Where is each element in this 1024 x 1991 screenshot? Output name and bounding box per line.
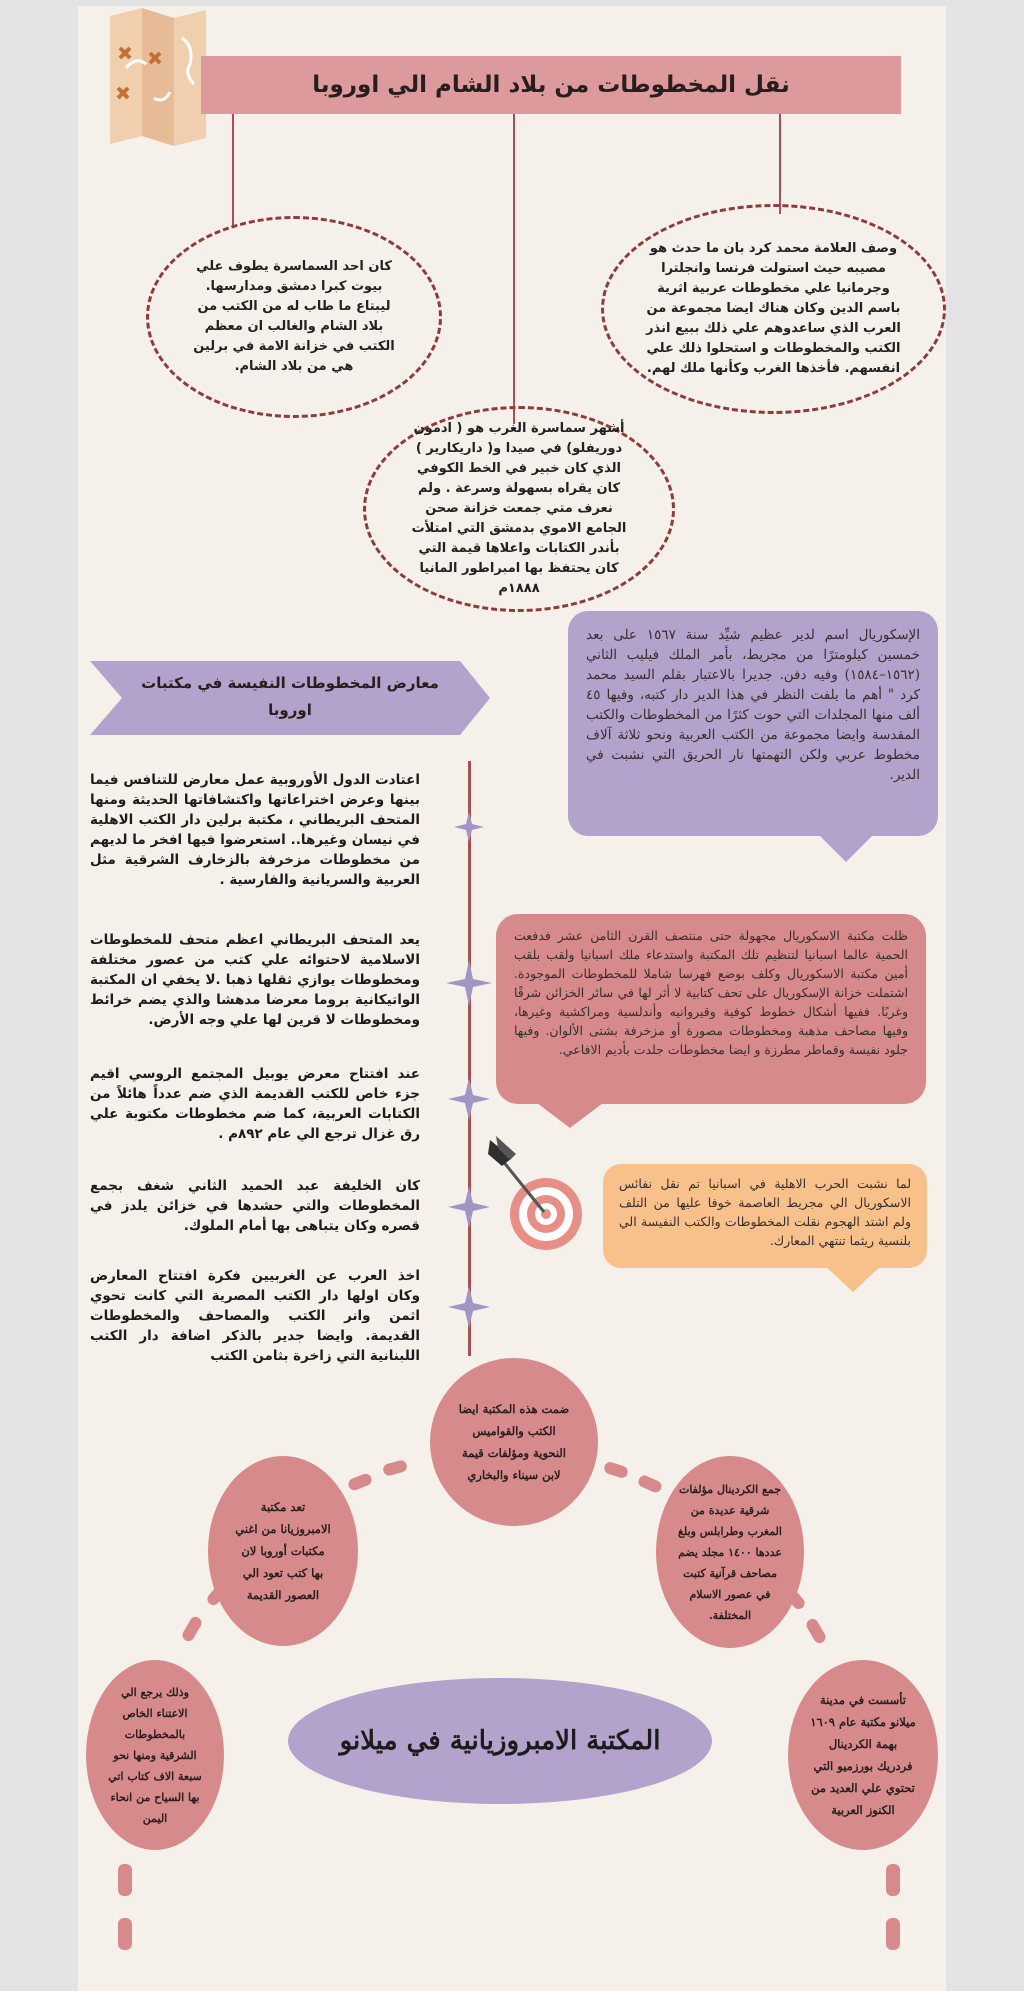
timeline-star-3 <box>448 1078 490 1120</box>
escorial-bubble-tail <box>816 832 876 864</box>
arc-dash <box>804 1617 827 1646</box>
page-title: نقل المخطوطات من بلاد الشام الي اوروبا <box>201 56 901 114</box>
escorial-library-bubble: ظلت مكتبة الاسكوريال مجهولة حتى منتصف القرن الثامن عشر فدفعت الحمية عالما اسبانيا لتنظيم تلك المكتبة واستدعاء ملك اسبانيا ولقب بلقب أمين مكتبة الاسكوريال وكلف بوضع فهرسا شاملا للمخطوطات الموجودة. اشتملت خزانة الإسكوريال على تحف كتابية لا أثر لها في سائر الخزائن شرقًا وغربًا. ففيها أشكال خطوط كوفية وقيروانيه وأندلسية ومراكشية وغيرها، وفيها مصاحف مذهبة ومخطوطات مصورة أو مزخرفة بشتى الألوان. وفيها جلود نفيسة وقماطر مطرزة و ايضا مخطوطات جلدت بأديم الافاعي. <box>496 914 926 1104</box>
escorial-library-bubble-tail <box>533 1100 607 1130</box>
timeline-entry-4: كان الخليفة عبد الحميد الثاني شغف بجمع المخطوطات والتي حشدها في خزائن يلدز في قصره وكان يتباهى بها أمام الملوك. <box>90 1178 420 1234</box>
circle-top-note: ضمت هذه المكتبة ايضا الكتب والقواميس النحوية ومؤلفات قيمة لابن سيناء والبخاري <box>430 1358 598 1526</box>
circle-lower-left-note: وذلك يرجع الي الاعتناء الخاص بالمخطوطات الشرقية ومنها نحو سبعة الاف كتاب اتي بها السياح من انحاء اليمن <box>86 1660 224 1850</box>
connector-line-left <box>232 114 234 226</box>
arc-dash <box>886 1918 900 1950</box>
circle-upper-right-note: جمع الكردينال مؤلفات شرقية عديدة من المغرب وطرابلس وبلغ عددها ١٤٠٠ مجلد يضم مصاحف قرآنية كتبت في عصور الاسلام المختلفة. <box>656 1456 804 1648</box>
arc-dash <box>886 1864 900 1896</box>
arc-dash <box>603 1461 630 1480</box>
oval-center-note: أشهر سماسرة الغرب هو ( ادمون دوريفلو) في صيدا و( داريكارير ) الذي كان خبير في الخط الكوفي كان يقراه بسهولة وسرعة . ولم نعرف متي جمعت خزانة صحن الجامع الاموي بدمشق التي امتلأت بأندر الكتابات واعلاها قيمة التي كان يحتفظ بها امبراطور المانيا ١٨٨٨م <box>363 406 675 612</box>
arc-dash <box>180 1615 203 1644</box>
circle-upper-left-note: تعد مكتبة الامبروزيانا من اغني مكتبات أوروبا لان بها كتب تعود الي العصور القديمة <box>208 1456 358 1646</box>
timeline-entry-3: عند افتتاح معرض يوبيل المجتمع الروسي اقيم جزء خاص للكتب القديمة الذي ضم عدداً هائلاً من الكتابات العربية، كما ضم مخطوطات مكتوبة علي رق غزال ترجع الي عام ٨٩٢م . <box>90 1066 420 1142</box>
target-arrow-icon <box>486 1132 586 1258</box>
arc-dash <box>382 1459 408 1477</box>
timeline-entry-5: اخذ العرب عن الغربيين فكرة افتتاح المعارض وكان اولها دار الكتب المصرية التي كانت تحوي اثمن وانر الكتب والمصاحف والمخطوطات القديمة. وايضا جدير بالذكر اضافة دار الكتب اللبنانية التي زاخرة بثامن الكتب <box>90 1268 420 1364</box>
infographic-page <box>78 6 946 1991</box>
treasure-map-icon <box>106 8 210 148</box>
timeline-entry-2: يعد المتحف البريطاني اعظم متحف للمخطوطات الاسلامية لاحتوائه علي كتب من عصور مختلفة ومخطوطات يوازي ثقلها ذهبا .لا يخفي ان المكتبة الواتيكانية بروما معرضا مدهشا والذي يضم خرائط ومخطوطات لا قرين لها علي وجه الأرض. <box>90 932 420 1028</box>
section-banner-title: معارض المخطوطات النفيسة في مكتبات اوروبا <box>141 674 439 719</box>
arc-dash <box>347 1472 374 1492</box>
circle-lower-right-note: تأسست في مدينة ميلانو مكتبة عام ١٦٠٩ بهمة الكردينال فردريك بورزميو التي تحتوي علي العديد من الكنوز العربية <box>788 1660 938 1850</box>
oval-left-note: كان احد السماسرة يطوف علي بيوت كبرا دمشق ومدارسها. ليبتاع ما طاب له من الكتب من بلاد الشام والغالب ان معظم الكتب في خزانة الامة في برلين هي من بلاد الشام. <box>146 216 442 418</box>
escorial-speech-bubble: الإسكوريال اسم لدير عظيم شيِّد سنة ١٥٦٧ على بعد خمسين كيلومترًا من مجريط، بأمر الملك فيليب الثاني (١٥٦٢–١٥٨٤) وفيه دفن. جديرا بالاعتبار بقلم السيد محمد كرد " أهم ما يلفت النظر في هذا الدير دار كتبه، وفيها ٤٥ ألف منها المجلدات التي حوت كثرًا من المخطوطات والكتب المقدسة وايضا مجموعة من الكتب العربية ونحو ثلاثة آلاف مخطوط عربي ولكن التهمتها نار الحريق التي نشبت في الدير. <box>568 611 938 836</box>
timeline-entry-1: اعتادت الدول الأوروبية عمل معارض للتنافس فيما بينها وعرض اختراعاتها واكتشافاتها الحديثة ومنها المتحف البريطاني ، مكتبة برلين دار الكتب الاهلية في نيسان وغيرها.. استعرضوا فيها افخر ما لديهم من مخطوطات مزخرفة بالزخارف الشرقية مثل العربية والسريانية والفارسية . <box>90 772 420 888</box>
civil-war-bubble-tail <box>823 1264 883 1296</box>
timeline-star-5 <box>448 1286 490 1328</box>
timeline-axis <box>468 761 471 1356</box>
arc-dash <box>118 1864 132 1896</box>
timeline-star-4 <box>448 1186 490 1228</box>
ambrosiana-title: المكتبة الامبروزيانية في ميلانو <box>288 1678 712 1804</box>
connector-line-center <box>513 114 515 424</box>
timeline-star-2 <box>446 960 492 1006</box>
civil-war-bubble: لما نشبت الحرب الاهلية في اسبانيا تم نقل نفائس الاسكوريال الي مجريط العاصمة خوفا عليها من التلف ولم اشتد الهجوم نقلت المخطوطات والكتب النفيسة الي بلنسية ريثما تنتهي المعارك. <box>603 1164 927 1268</box>
arc-dash <box>637 1474 664 1495</box>
arc-dash <box>118 1918 132 1950</box>
connector-line-right <box>779 114 781 214</box>
oval-right-note: وصف العلامة محمد كرد بان ما حدث هو مصيبه حيث استولت فرنسا وانجلترا وجرمانيا علي مخطوطات عربية اثرية باسم الدين وكان هناك ايضا مجموعة من العرب الذي ساعدوهم علي ذلك ببيع انذر الكتب والمخطوطات و استحلوا ذلك علي انفسهم. فأخذها الغرب وكأنها ملك لهم. <box>601 204 946 414</box>
timeline-star-1 <box>454 812 484 842</box>
